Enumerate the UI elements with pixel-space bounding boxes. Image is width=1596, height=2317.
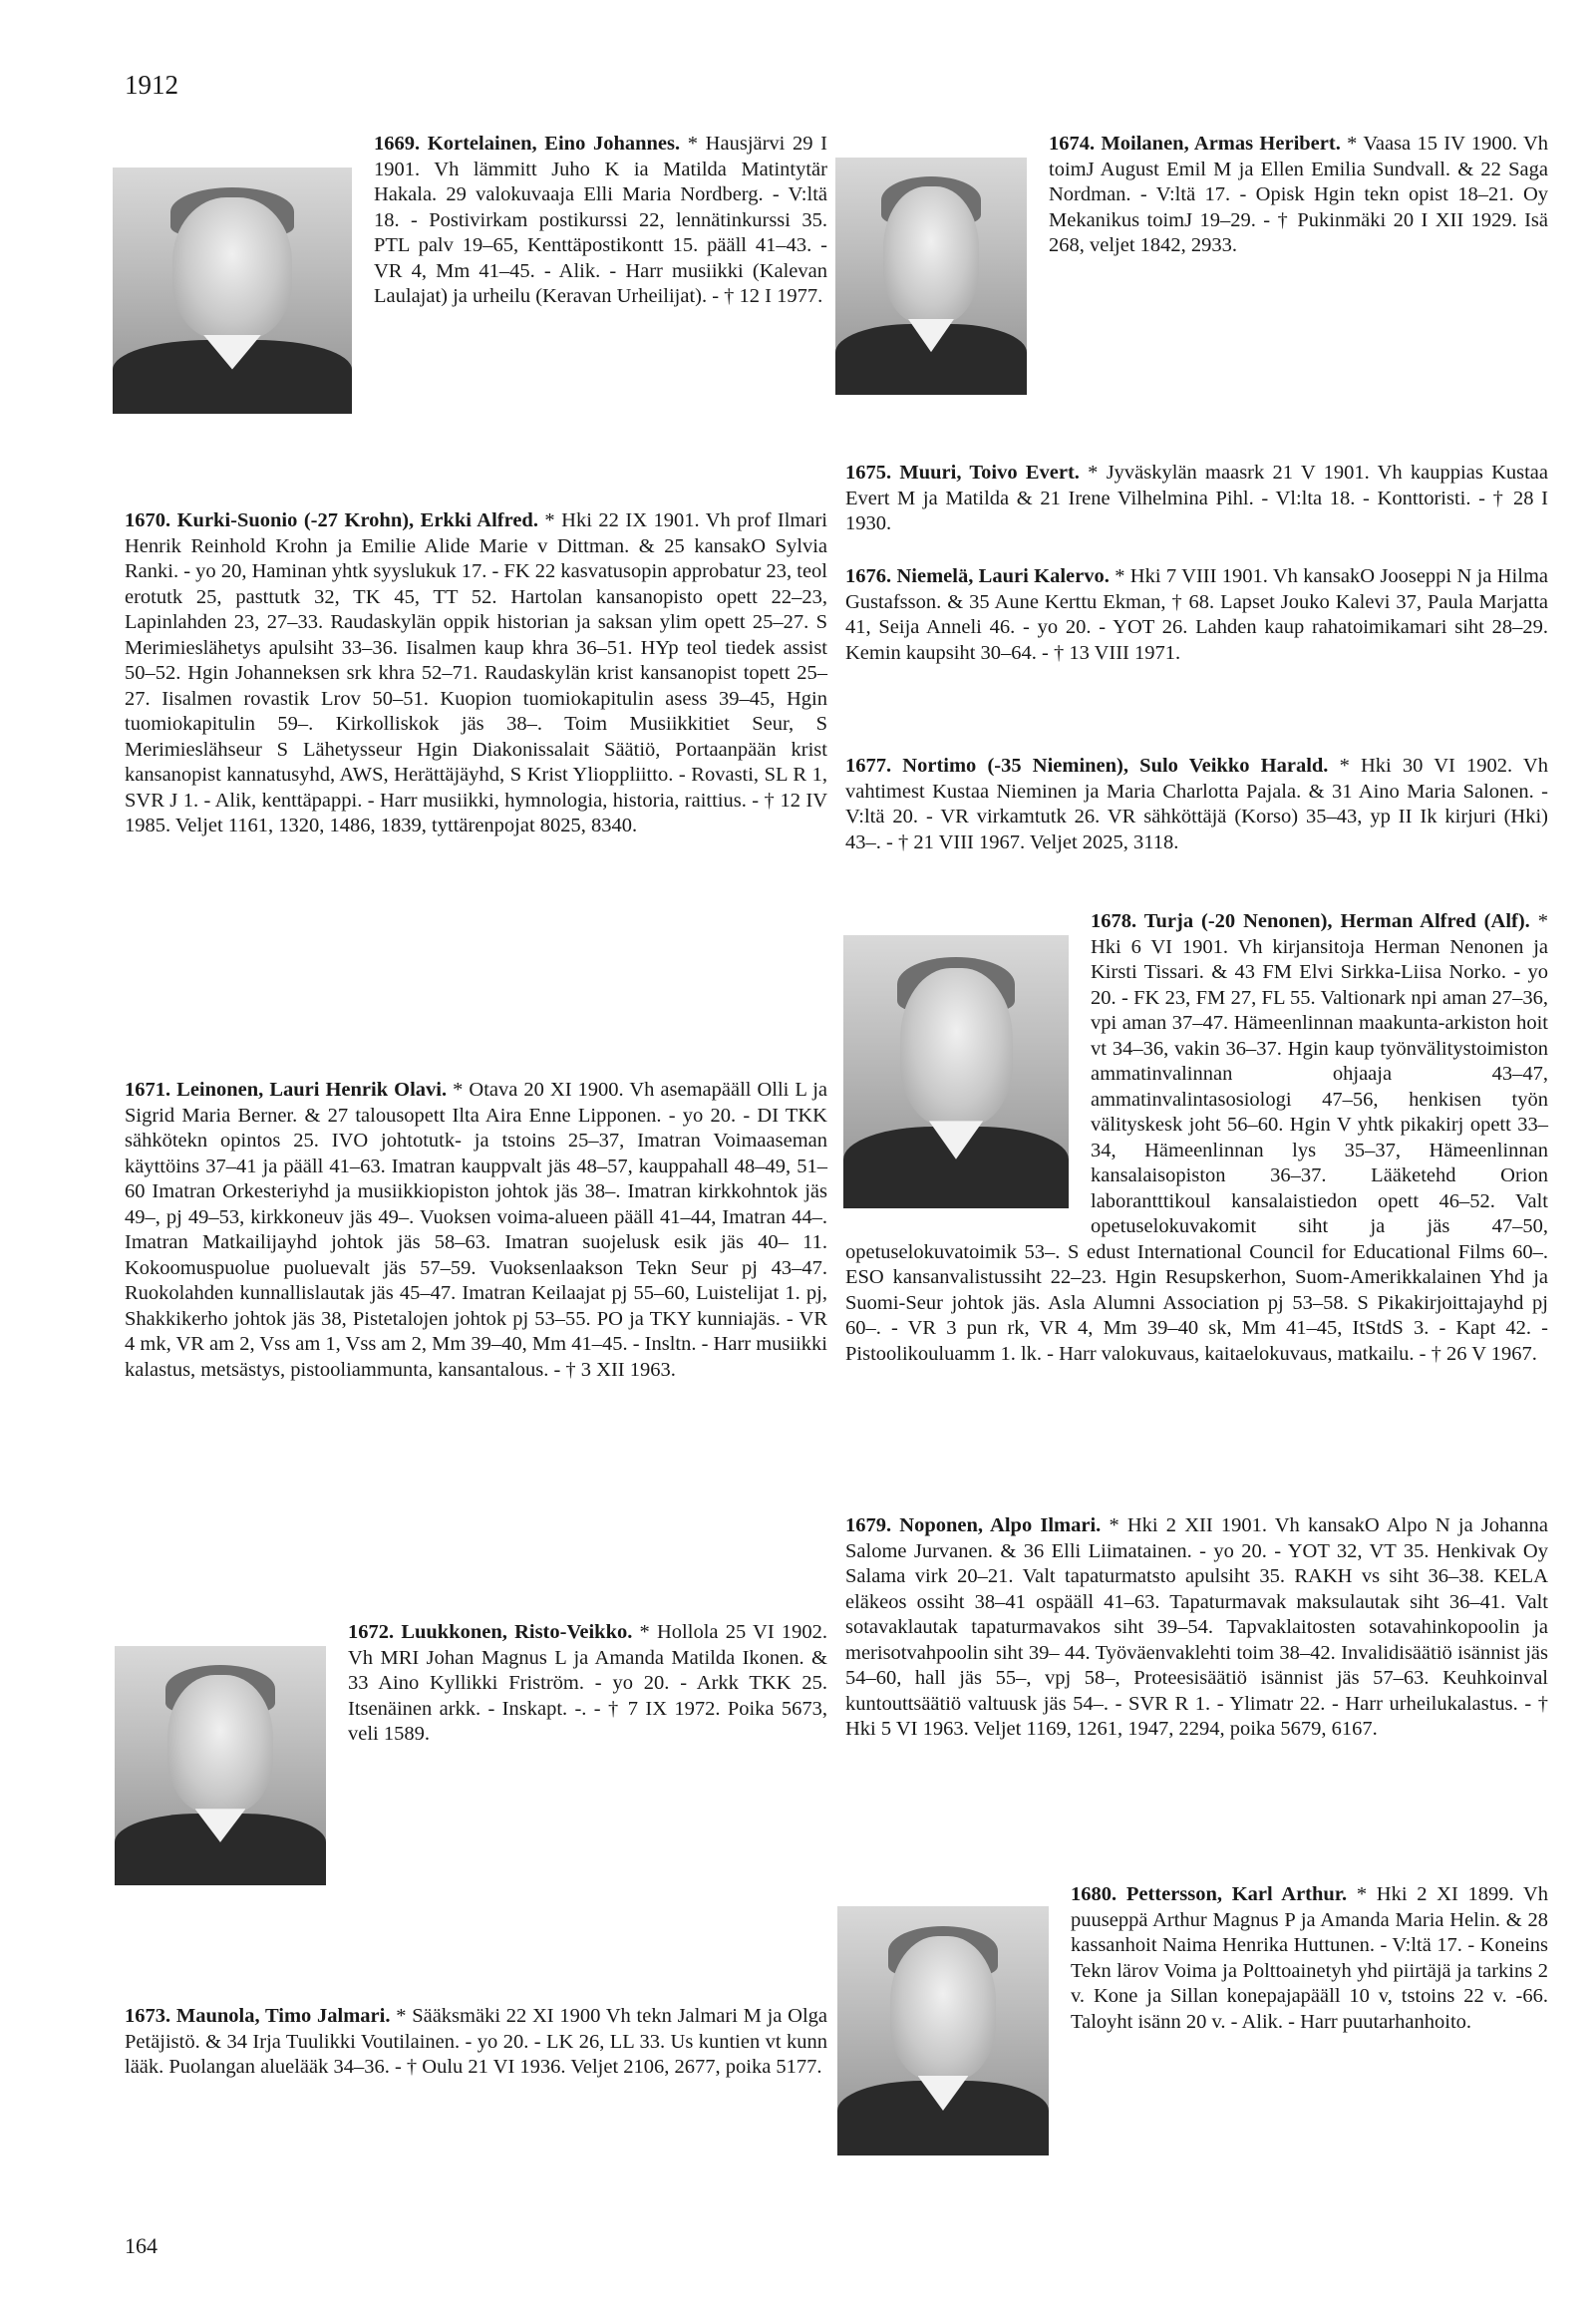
entry-1678 bbox=[845, 909, 1548, 1367]
entry-1670 bbox=[125, 508, 827, 839]
entry-heading: 1679. Noponen, Alpo Ilmari. bbox=[845, 1514, 1102, 1536]
entry-1674 bbox=[845, 132, 1548, 403]
entry-1680 bbox=[845, 1882, 1548, 2163]
entry-text: * Hki 6 VI 1901. Vh kirjansitoja Herman Nenonen ja Kirsti Tissari. & 43 FM Elvi Sirkka-Liisa Norko. - yo 20. - FK 23, FM 27, FL 55. Valtionark npi aman 27–36, vpi aman 37–47. Hämeenlinnan maakunta-arkiston hoit vt 34–36, vakin 36–37. Hgin kaup työnvälitystoimiston ammatinvalinnan ohjaaja 43–47, ammatinvalintasosiologi 47–56, henkisen työn välityskesk joht 56–60. Hgin V yhtk pikakirj opett 33–34, Hämeenlinnan lys 35–37, Hämeenlinnan kansalaisopiston 36–37. Lääketehd Orion laborantttikoul kansalaistiedon opett 46–52. Valt opetuselokuvakomit siht ja jäs 47–50, opetuselokuvatoimik 53–. S edust International Council for Educational Films 60–. ESO kansanvalistussiht 22–23. Hgin Resupskerhon, Suom-Amerikkalainen Yhd ja Suomi-Seur johtok jäs. Asla Alumni Association pj 53–58. S Pikakirjoittajayhd pj 60–. - VR 3 pun rk, VR 4, Mm 39–40 sk, Mm 41–45, ItStdS 3. - Kapt 42. - Pistoolikouluamm 1. lk. - Harr valokuvaus, kaitaelokuvaus, matkailu. - † 26 V 1967. bbox=[845, 910, 1548, 1365]
entry-text: * Hki 2 XI 1899. Vh puuseppä Arthur Magnus P ja Amanda Maria Helin. & 28 kassanhoit Naima Henrika Huttunen. - V:ltä 17. - Koneins Tekn lärov Voima ja Polttoainetyh yhd piirtäjä ja tarkins 2 v. Kone ja Sillan konepajapääll 10 v, tstoins 22 v. -66. Taloyht isänn 20 v. - Alik. - Harr puutarhanhoito. bbox=[1071, 1883, 1548, 2033]
year-heading: 1912 bbox=[125, 70, 178, 100]
entry-text: * Vaasa 15 IV 1900. Vh toimJ August Emil M ja Ellen Emilia Sundvall. & 22 Saga Nordman. - V:ltä 17. - Opisk Hgin tekn opist 18–21. Oy Mekanikus toimJ 19–29. - † Pukinmäki 20 I XII 1929. Isä 268, veljet 1842, 2933. bbox=[1049, 133, 1549, 256]
entry-heading: 1673. Maunola, Timo Jalmari. bbox=[125, 2005, 391, 2027]
entry-1676 bbox=[845, 564, 1548, 666]
entry-heading: 1676. Niemelä, Lauri Kalervo. bbox=[845, 565, 1110, 587]
entry-heading: 1669. Kortelainen, Eino Johannes. bbox=[374, 133, 681, 155]
portrait-photo bbox=[115, 1646, 326, 1885]
entry-1672 bbox=[125, 1620, 827, 1893]
entry-text: * Hki 7 VIII 1901. Vh kansakO Jooseppi N ja Hilma Gustafsson. & 35 Aune Kerttu Ekman, † 68. Lapset Jouko Kalevi 37, Paula Marjatta 41, Seija Anneli 46. - yo 20. - YOT 26. Lahden kaup rahatoimikamari siht 28–29. Kemin kaupsiht 30–64. - † 13 VIII 1971. bbox=[845, 565, 1548, 664]
entry-1669 bbox=[125, 132, 827, 422]
entry-text: * Hki 30 VI 1902. Vh vahtimest Kustaa Nieminen ja Maria Charlotta Pajala. & 31 Aino Maria Salonen. - V:ltä 20. - VR virkamtutk 26. VR sähköttäjä (Korso) 35–43, yp II Ik kirjuri (Hki) 43–. - † 21 VIII 1967. Veljet 2025, 3118. bbox=[845, 755, 1548, 853]
entry-text: * Hollola 25 VI 1902. Vh MRI Johan Magnus L ja Amanda Matilda Ikonen. & 33 Aino Kyllikki Friström. - yo 20. - Arkk TKK 25. Itsenäinen arkk. - Inskapt. -. - † 7 IX 1972. Poika 5673, veli 1589. bbox=[348, 1621, 827, 1745]
entry-text: * Hausjärvi 29 I 1901. Vh lämmitt Juho K ia Matilda Matintytär Hakala. 29 valokuvaaja Elli Maria Nordberg. - V:ltä 18. - Postivirkam postikurssi 22, lennätinkurssi 35. PTL palv 19–65, Kenttäpostikontt 15. pääll 41–43. - VR 4, Mm 41–45. - Alik. - Harr musiikki (Kalevan Laulajat) ja urheilu (Keravan Urheilijat). - † 12 I 1977. bbox=[374, 133, 828, 307]
entry-text: * Jyväskylän maasrk 21 V 1901. Vh kauppias Kustaa Evert M ja Matilda & 21 Irene Vilhelmina Pihl. - Vl:lta 18. - Konttoristi. - † 28 I 1930. bbox=[845, 462, 1548, 534]
entry-heading: 1680. Pettersson, Karl Arthur. bbox=[1071, 1883, 1348, 1905]
entry-1679 bbox=[845, 1513, 1548, 1743]
entry-text: * Otava 20 XI 1900. Vh asemapääll Olli L ja Sigrid Maria Berner. & 27 talousopett Ilta Aira Enne Lipponen. - yo 20. - DI TKK sähkötekn opintos 25. IVO johtotutk- ja tstoins 25–37, Imatran Voimaaseman käyttöins 37–41 ja pääll 41–63. Imatran kauppvalt jäs 48–57, kauppahall 48–49, 51–60 Imatran Orkesteriyhd ja musiikkiopiston johtok jäs 38–. Imatran kirkkohntok jäs 49–, pj 49–53, kirkkoneuv jäs 49–. Vuoksen voima-alueen pääll 41–44, Imatran 44–. Imatran Matkailijayhd johtok jäs 58–63. Imatran suojelusk esik jäs 40– 11. Kokoomuspuolue puoluevalt jäs 57–59. Vuoksenlaakson Tekn Seur pj 43–47. Ruokolahden kunnallislautak jäs 45–47. Imatran Keilaajat pj 55–60, Luistelijat 1. pj, Shakkikerho johtok jäs 38, Pistetalojen johtok pj 53–55. PO ja TKY kunniajäs. - VR 4 mk, VR am 2, Vss am 1, Vss am 2, Mm 39–40, Mm 41–45. - Insltn. - Harr musiikki kalastus, metsästys, pistooliammunta, kansantalous. - † 3 XII 1963. bbox=[125, 1079, 827, 1381]
entry-1671 bbox=[125, 1078, 827, 1383]
entry-heading: 1677. Nortimo (-35 Nieminen), Sulo Veikko Harald. bbox=[845, 755, 1329, 777]
entry-text: * Hki 2 XII 1901. Vh kansakO Alpo N ja Johanna Salome Jurvanen. & 36 Elli Liimatainen. - yo 20. - YOT 32, VT 35. Henkivak Oy Salama virk 20–21. Valt tapaturmatsto apulsiht 35. RAKH vs siht 36–38. KELA eläkeos ossiht 38–41 ospääll 41–63. Tapaturmavak maksulautak siht 36–41. Valt sotavaklautak tapaturmavakos siht 39–54. Tapvaklaitosten sotavahinkopoolin ja merisotvahpoolin siht 39– 44. Työväenvaklehti toim 38–42. Invalidisäätiö isännist jäs 54–60, hall jäs 55–, vpj 58–, Proteesisäätiö isännist jäs 57–63. Keuhkoinval kuntouttsäätiö valtuusk jäs 54–. - SVR R 1. - Ylimatr 22. - Harr urheilukalastus. - † Hki 5 VI 1963. Veljet 1169, 1261, 1947, 2294, poika 5679, 6167. bbox=[845, 1514, 1549, 1740]
entry-text: * Sääksmäki 22 XI 1900 Vh tekn Jalmari M ja Olga Petäjistö. & 34 Irja Tuulikki Voutilainen. - yo 20. - LK 26, LL 33. Us kuntien vt kunn lääk. Puolangan aluelääk 34–36. - † Oulu 21 VI 1936. Veljet 2106, 2677, poika 5177. bbox=[125, 2005, 827, 2078]
portrait-photo bbox=[843, 935, 1069, 1208]
entry-1677 bbox=[845, 754, 1548, 855]
entry-heading: 1675. Muuri, Toivo Evert. bbox=[845, 462, 1080, 484]
entry-1673 bbox=[125, 2004, 827, 2081]
entry-heading: 1678. Turja (-20 Nenonen), Herman Alfred (Alf). bbox=[1091, 910, 1530, 932]
entry-heading: 1670. Kurki-Suonio (-27 Krohn), Erkki Alfred. bbox=[125, 509, 538, 531]
page-number: 164 bbox=[125, 2233, 158, 2258]
portrait-photo bbox=[837, 1906, 1049, 2155]
entry-heading: 1672. Luukkonen, Risto-Veikko. bbox=[348, 1621, 633, 1643]
entry-text: * Hki 22 IX 1901. Vh prof Ilmari Henrik Reinhold Krohn ja Emilie Alide Marie v Dittman. & 25 kansakO Sylvia Ranki. - yo 20, Haminan yhtk syyslukuk 17. - FK 22 kasvatusopin approbatur 23, teol erotutk 25, pasttutk 32, TK 45, TT 52. Hartolan kansanopisto opett 22–23, Lapinlahden 23, 27–33. Raudaskylän oppik historian ja saksan ylim opett 25–27. S Merimieslähetys apulsiht 33–36. Iisalmen kaup khra 36–51. HYp teol tiedek assist 50–52. Hgin Johanneksen srk khra 52–71. Raudaskylän krist kansanopist topett 25–27. Iisalmen rovastik Lrov 50–51. Kuopion tuomiokapitulin asess 39–45, Hgin tuomiokapitulin 59–. Kirkolliskok jäs 38–. Toim Musiikkitiet Seur, S Merimieslähseur S Lähetysseur Hgin Diakonissalait Säätiö, Portaanpään krist kansanopist kannatusyhd, AWS, Herättäjäyhd, S Krist Ylioppliitto. - Rovasti, SL R 1, SVR J 1. - Alik, kenttäpappi. - Harr musiikki, hymnologia, historia, raittius. - † 12 IV 1985. Veljet 1161, 1320, 1486, 1839, tyttärenpojat 8025, 8340. bbox=[125, 509, 827, 836]
entry-1675 bbox=[845, 461, 1548, 537]
portrait-photo bbox=[835, 158, 1027, 395]
portrait-photo bbox=[113, 167, 352, 414]
entry-heading: 1674. Moilanen, Armas Heribert. bbox=[1049, 133, 1341, 155]
entry-heading: 1671. Leinonen, Lauri Henrik Olavi. bbox=[125, 1079, 448, 1101]
